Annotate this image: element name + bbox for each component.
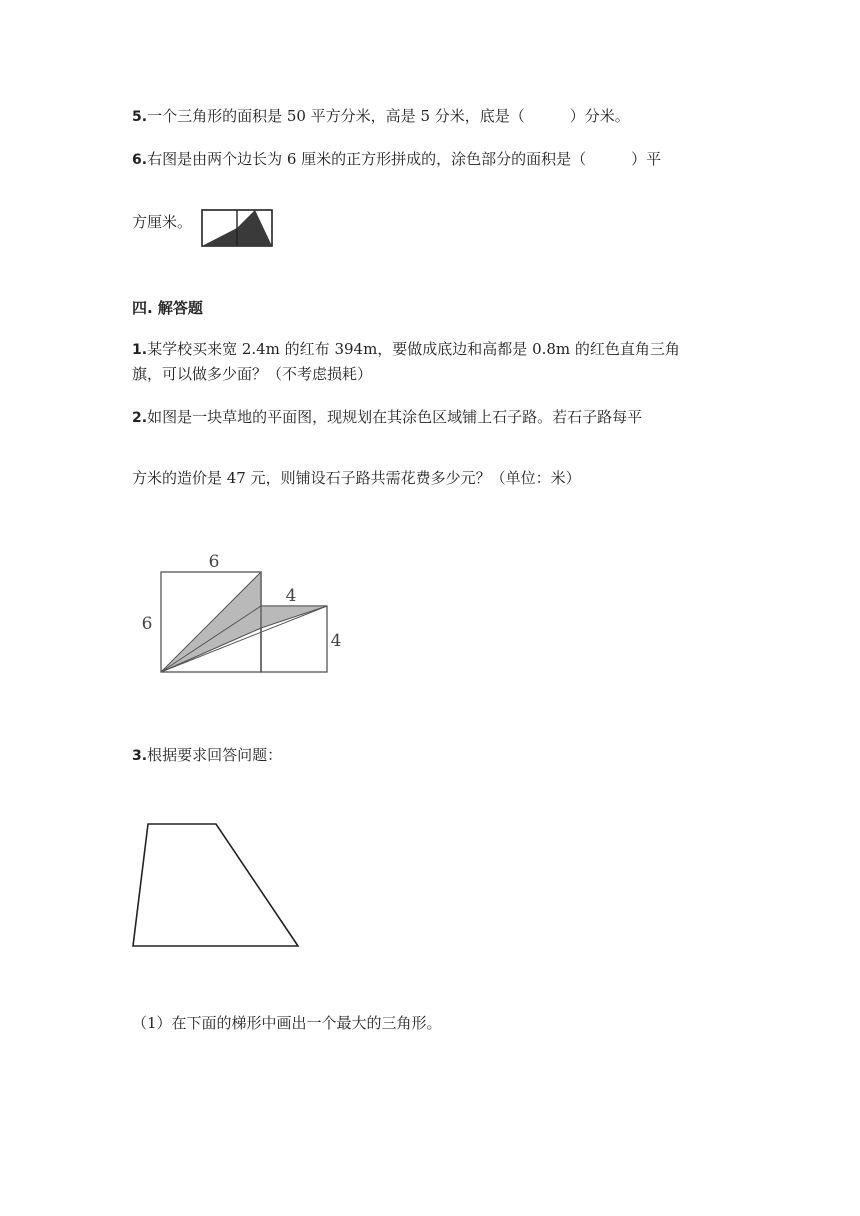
lawn-plan-figure xyxy=(138,548,358,684)
problem-1-text-line-1: 某学校买来宽 2.4m 的红布 394m，要做成底边和高都是 0.8m 的红色直角三角 xyxy=(147,340,680,358)
label-small-right-4: 4 xyxy=(330,631,342,651)
question-6-number: 6. xyxy=(132,152,148,168)
problem-2-text-line-1: 如图是一块草地的平面图，现规划在其涂色区域铺上石子路。若石子路每平 xyxy=(147,408,643,426)
problem-3-sub-1: （1）在下面的梯形中画出一个最大的三角形。 xyxy=(132,1014,442,1032)
problem-2-number: 2. xyxy=(132,410,148,426)
trapezoid-figure xyxy=(128,820,304,952)
problem-1-line-1 xyxy=(132,339,680,360)
problem-2-line-1 xyxy=(132,407,642,428)
two-squares-figure xyxy=(200,208,276,250)
question-6-line-2 xyxy=(132,212,192,232)
trapezoid-shape xyxy=(133,824,298,946)
problem-3-number: 3. xyxy=(132,748,148,764)
question-6-text-line-2: 方厘米。 xyxy=(132,213,193,231)
problem-1-text-line-2: 旗，可以做多少面？（不考虑损耗） xyxy=(132,365,373,383)
question-5-text: 一个三角形的面积是 50 平方分米，高是 5 分米，底是（ ）分米。 xyxy=(147,107,630,125)
problem-1-number: 1. xyxy=(132,342,148,358)
question-6-line-1 xyxy=(132,149,661,170)
question-5-number: 5. xyxy=(132,109,148,125)
problem-3-line xyxy=(132,745,282,766)
label-top-6: 6 xyxy=(208,552,220,572)
problem-1-line-2 xyxy=(132,364,372,384)
question-5 xyxy=(132,106,630,127)
label-left-6: 6 xyxy=(141,614,153,634)
problem-2-line-2 xyxy=(132,468,581,488)
problem-2-text-line-2: 方米的造价是 47 元，则铺设石子路共需花费多少元？（单位：米） xyxy=(132,469,581,487)
label-small-top-4: 4 xyxy=(285,586,297,606)
question-6-text-line-1: 右图是由两个边长为 6 厘米的正方形拼成的，涂色部分的面积是（ ）平 xyxy=(147,150,662,168)
section-4-heading: 四. 解答题 xyxy=(132,299,203,317)
problem-3-text: 根据要求回答问题： xyxy=(147,746,283,764)
